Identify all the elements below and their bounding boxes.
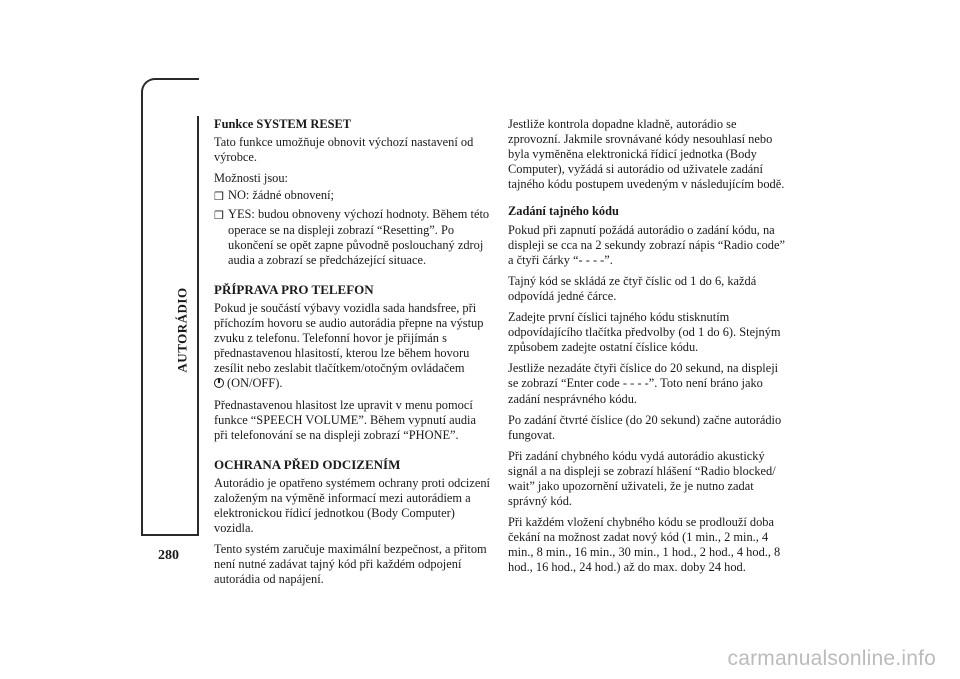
code-paragraph-7: Při zadání chybného kódu vydá autorádio akustický signál a na displeji se zobrazí hlášení “Radio blocked/ wait” jako upozornění uživateli, že je nutno zadat správný kód. <box>508 448 776 509</box>
watermark: carmanualsonline.info <box>727 647 936 670</box>
option-text: NO: žádné obnovení; <box>228 188 334 203</box>
code-entry-heading: Zadání tajného kódu <box>508 204 619 219</box>
code-paragraph-2: Pokud při zapnutí požádá autorádio o zadání kódu, na displeji se cca na 2 sekundy zobrazí nápis “Radio code” a čtyři čárky “- - - -”. <box>508 222 785 267</box>
phone-prep-heading: PŘÍPRAVA PRO TELEFON <box>214 281 374 297</box>
phone-prep-paragraph-2: Přednastavenou hlasitost lze upravit v menu pomocí funkce “SPEECH VOLUME”. Během vypnutí audia při telefonování se na displeji zobrazí “PHONE”. <box>214 397 476 442</box>
code-paragraph-8: Při každém vložení chybného kódu se prodlouží doba čekání na možnost zadat nový kód (1 min., 2 min., 4 min., 8 min., 16 min., 30 min., 1 hod., 2 hod., 4 hod., 8 hod., 16 hod., 24 hod.) až do max. doby 24 hod. <box>508 515 781 575</box>
code-paragraph-5: Jestliže nezadáte čtyři číslice do 20 sekund, na displeji se zobrazí “Enter code - - - -”. Toto není bráno jako zadání nesprávného kódu. <box>508 361 779 406</box>
section-tab <box>168 270 198 390</box>
sidebar-frame-left <box>141 116 143 536</box>
anti-theft-heading: OCHRANA PŘED ODCIZENÍM <box>214 456 401 472</box>
phone-prep-paragraph-1: Pokud je součástí výbavy vozidla sada handsfree, při příchozím hovoru se audio autorádia přepne na výstup zvuku z telefonu. Telefonní hovor je přijímán s přednastavenou hlasitostí, kterou lze během hovoru zesílit nebo zeslabit tlačítkem/otočným ovládačem (ON/OFF). <box>214 300 484 391</box>
code-paragraph-3: Tajný kód se skládá ze čtyř číslic od 1 do 6, každá odpovídá jedné čárce. <box>508 273 757 303</box>
sidebar-frame-bottom <box>141 534 199 536</box>
right-column <box>508 117 786 582</box>
section-label: AUTORÁDIO <box>175 287 191 373</box>
sidebar-frame-top <box>141 78 199 118</box>
code-paragraph-4: Zadejte první číslici tajného kódu stisknutím odpovídajícího tlačítka předvolby (od 1 do 6). Stejným způsobem zadejte ostatní číslice kódu. <box>508 310 781 355</box>
option-no <box>214 188 490 203</box>
checkbox-icon: ❒ <box>214 191 224 204</box>
power-knob-icon <box>214 378 224 388</box>
page-number: 280 <box>158 548 179 563</box>
anti-theft-paragraph-2: Tento systém zaručuje maximální bezpečnost, a přitom není nutné zadávat tajný kód při každém odpojení autorádia od napájení. <box>214 542 487 587</box>
left-column <box>214 117 490 594</box>
option-text: YES: budou obnoveny výchozí hodnoty. Během této operace se na displeji zobrazí “Resetting”. Po ukončení se opět zapne původně poslouchaný zdroj audia a zobrazí se předcházející situace. <box>228 207 490 267</box>
options-label: Možnosti jsou: <box>214 171 289 186</box>
system-reset-intro: Tato funkce umožňuje obnovit výchozí nastavení od výrobce. <box>214 135 474 165</box>
anti-theft-paragraph-1: Autorádio je opatřeno systémem ochrany proti odcizení založeným na výměně informací mezi autorádiem a elektronickou řídicí jednotkou (Body Computer) vozidla. <box>214 475 490 536</box>
system-reset-heading: Funkce SYSTEM RESET <box>214 117 352 131</box>
checkbox-icon: ❒ <box>214 210 224 223</box>
option-yes <box>214 207 490 267</box>
code-paragraph-6: Po zadání čtvrté číslice (do 20 sekund) začne autorádio fungovat. <box>508 412 782 442</box>
check-result-paragraph: Jestliže kontrola dopadne kladně, autorádio se zprovozní. Jakmile srovnávané kódy nesouhlasí nebo byla vyměněna elektronická řídicí jednotka (Body Computer), vyžádá si autorádio od uživatele zadání tajného kódu postupem uvedeným v následujícím bodě. <box>508 117 785 192</box>
